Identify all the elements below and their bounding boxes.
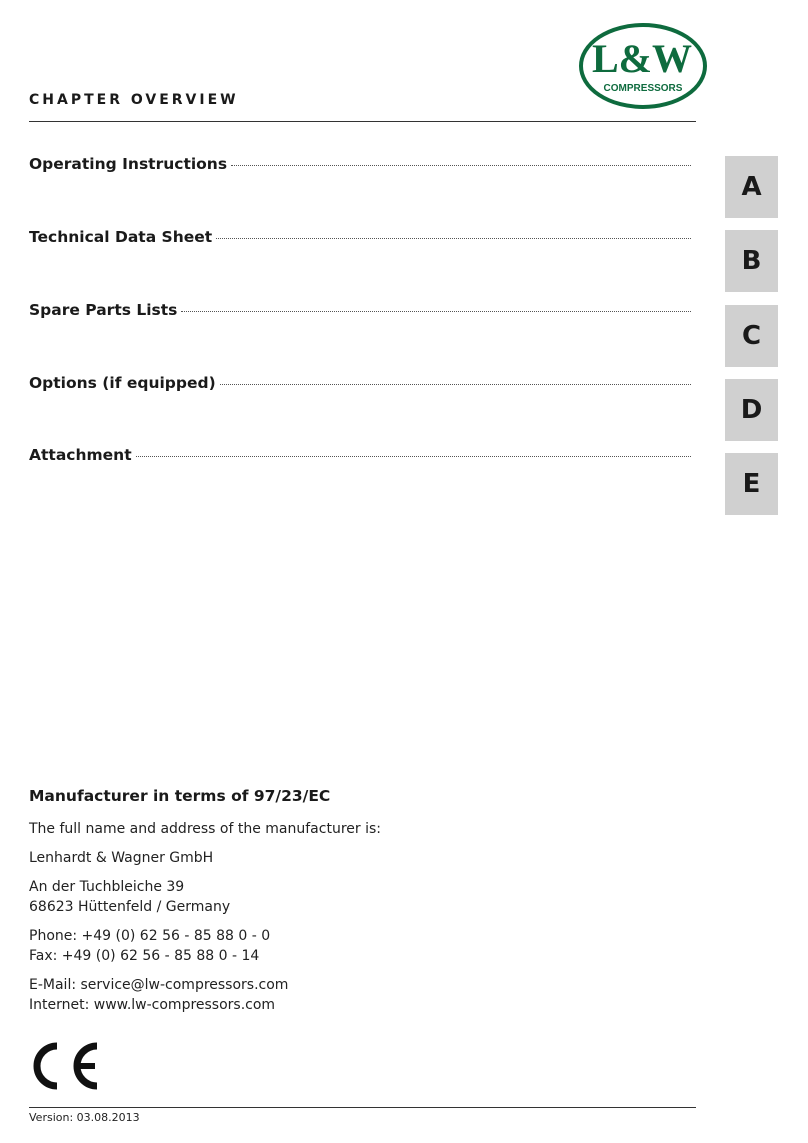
chapter-tab-b[interactable] [725,230,778,292]
toc-entry-label: Technical Data Sheet [29,228,213,246]
chapter-tab-d[interactable] [725,379,778,441]
toc-entry-label: Attachment [29,446,132,464]
tab-letter: D [740,395,763,425]
toc-entry-label: Spare Parts Lists [29,301,178,319]
header-divider [29,121,696,122]
manufacturer-city: 68623 Hüttenfeld / Germany [29,899,231,915]
manufacturer-email: E-Mail: service@lw-compressors.com [29,977,289,993]
manufacturer-street: An der Tuchbleiche 39 [29,879,185,895]
tab-letter: A [741,172,762,202]
chapter-tab-e[interactable] [725,453,778,515]
manufacturer-intro: The full name and address of the manufacturer is: [29,821,381,837]
toc-entry-options[interactable] [29,374,691,392]
logo-subtitle: COMPRESSORS [603,83,683,94]
toc-entry-label: Options (if equipped) [29,374,216,392]
manufacturer-company: Lenhardt & Wagner GmbH [29,850,214,866]
dot-leader [231,165,691,166]
chapter-tab-a[interactable] [725,156,778,218]
toc-entry-attachment[interactable] [29,446,691,464]
toc-entry-label: Operating Instructions [29,155,228,173]
dot-leader [220,384,691,385]
manufacturer-heading: Manufacturer in terms of 97/23/EC [29,787,331,805]
manufacturer-fax: Fax: +49 (0) 62 56 - 85 88 0 - 14 [29,948,260,964]
tab-letter: B [741,246,762,276]
toc-entry-technical-data-sheet[interactable] [29,228,691,246]
version-label: Version: 03.08.2013 [29,1111,140,1124]
footer-divider [29,1107,696,1108]
ce-mark-icon [29,1040,101,1092]
lw-compressors-logo [578,22,708,110]
toc-entry-operating-instructions[interactable] [29,155,691,173]
toc-entry-spare-parts-lists[interactable] [29,301,691,319]
manufacturer-internet: Internet: www.lw-compressors.com [29,997,276,1013]
dot-leader [216,238,691,239]
manufacturer-phone: Phone: +49 (0) 62 56 - 85 88 0 - 0 [29,928,271,944]
tab-letter: C [741,321,762,351]
chapter-tab-c[interactable] [725,305,778,367]
dot-leader [181,311,691,312]
logo-brand: L&W [592,36,692,81]
dot-leader [136,456,691,457]
chapter-heading: CHAPTER OVERVIEW [29,92,239,108]
tab-letter: E [742,469,761,499]
